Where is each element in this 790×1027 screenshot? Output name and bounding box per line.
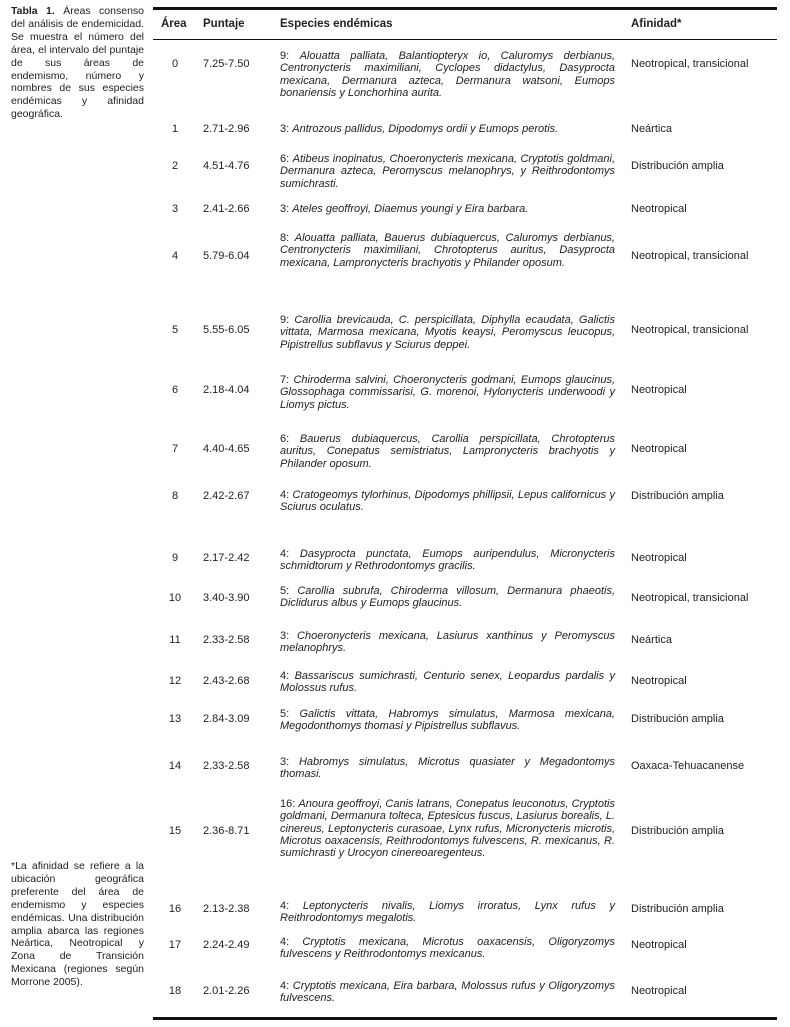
- endemic-species: 16: Anoura geoffroyi, Canis latrans, Conepatus leuconotus, Cryptotis goldmani, Dermanura tolteca, Eptesicus fuscus, Lasiurus borealis, L. cinereus, Leptonycteris curasoae, Lynx rufus, Micronycteris microtis, Microtus oaxacensis, Reithrodontomys fulvescens, R. mexicanus, R. sumichrasti y Urocyon cinereoaregenteus.: [280, 798, 615, 860]
- endemic-species: 4: Leptonycteris nivalis, Liomys irroratus, Lynx rufus y Reithrodontomys megalotis.: [280, 900, 615, 925]
- geographic-affinity: Distribución amplia: [631, 903, 724, 915]
- score-range: 2.13-2.38: [203, 903, 250, 915]
- area-number: 3: [171, 203, 179, 215]
- geographic-affinity: Distribución amplia: [631, 490, 724, 502]
- area-number: 14: [168, 760, 182, 772]
- score-range: 2.43-2.68: [203, 675, 250, 687]
- area-number: 11: [169, 634, 181, 646]
- area-number: 18: [168, 985, 182, 997]
- geographic-affinity: Neotropical: [631, 939, 687, 951]
- endemic-species: 6: Atibeus inopinatus, Choeronycteris mexicana, Cryptotis goldmani, Dermanura azteca, Peromyscus melanophrys, y Reithrodontomys sumichrasti.: [280, 153, 616, 190]
- endemic-species: 4: Dasyprocta punctata, Eumops auripendulus, Micronycteris schmidtorum y Rethrodontomys gracilis.: [280, 548, 615, 573]
- area-number: 15: [168, 825, 182, 837]
- geographic-affinity: Neotropical: [631, 675, 687, 687]
- geographic-affinity: Neotropical: [631, 552, 687, 564]
- score-range: 5.55-6.05: [203, 324, 250, 336]
- area-number: 12: [168, 675, 182, 687]
- score-range: 7.25-7.50: [203, 58, 250, 70]
- geographic-affinity: Distribución amplia: [631, 713, 724, 725]
- area-number: 1: [171, 123, 179, 135]
- area-number: 6: [171, 384, 179, 396]
- geographic-affinity: Neotropical: [631, 985, 687, 997]
- table-header: [153, 10, 777, 39]
- endemic-species: 9: Alouatta palliata, Balantiopteryx io, Caluromys derbianus, Centronycteris maximiliani, Cyclopes didactylus, Dasyprocta mexicana, Dermanura azteca, Dermanura watsoni, Eumops bonariensis y Lonchorhina aurita.: [280, 50, 615, 99]
- endemic-species: 3: Antrozous pallidus, Dipodomys ordii y Eumops perotis.: [280, 123, 559, 135]
- endemic-species: 5: Galictis vittata, Habromys simulatus, Marmosa mexicana, Megodonthomys thomasi y Pipistrellus subflavus.: [280, 708, 615, 733]
- area-number: 0: [171, 58, 179, 70]
- caption-text: Áreas consenso del análisis de endemicidad. Se muestra el número del área, el intervalo del puntaje de sus áreas de endemismo, número y nombres de sus especies endémicas y afinidad geográfica.: [11, 5, 144, 121]
- endemic-species: 5: Carollia subrufa, Chiroderma villosum, Dermanura phaeotis, Diclidurus albus y Eumops glaucinus.: [280, 585, 615, 610]
- score-range: 2.01-2.26: [203, 985, 250, 997]
- geographic-affinity: Neártica: [631, 634, 672, 646]
- score-range: 2.84-3.09: [203, 713, 250, 725]
- endemic-species: 3: Habromys simulatus, Microtus quasiater y Megadontomys thomasi.: [280, 756, 615, 781]
- endemic-species: 7: Chiroderma salvini, Choeronycteris godmani, Eumops glaucinus, Glossophaga commissarisi, G. morenoi, Hylonycteris underwoodi y Liomys pictus.: [280, 374, 616, 411]
- geographic-affinity: Neotropical, transicional: [631, 592, 749, 604]
- endemic-species: 4: Cryptotis mexicana, Eira barbara, Molossus rufus y Oligoryzomys fulvescens.: [280, 980, 615, 1005]
- endemic-species: 8: Alouatta palliata, Bauerus dubiaquercus, Caluromys derbianus, Centronycteris maximiliani, Chrotopterus auritus, Dasyprocta mexicana, Lampronycteris brachyotis y Philander oposum.: [280, 232, 615, 269]
- geographic-affinity: Neotropical, transicional: [631, 58, 749, 70]
- header-affinity: Afinidad*: [631, 18, 682, 30]
- area-number: 7: [171, 443, 179, 455]
- score-range: 2.42-2.67: [203, 490, 250, 502]
- area-number: 5: [171, 324, 179, 336]
- endemism-table: [153, 7, 777, 1005]
- geographic-affinity: Neotropical, transicional: [631, 324, 749, 336]
- header-area: Área: [161, 18, 187, 30]
- geographic-affinity: Distribución amplia: [631, 160, 724, 172]
- area-number: 8: [171, 490, 179, 502]
- table-bottom-rule: [153, 1017, 777, 1020]
- score-range: 2.41-2.66: [203, 203, 250, 215]
- score-range: 3.40-3.90: [203, 592, 250, 604]
- table-header-rule: [153, 39, 777, 40]
- score-range: 2.33-2.58: [203, 634, 250, 646]
- geographic-affinity: Neártica: [631, 123, 672, 135]
- area-number: 16: [168, 903, 182, 915]
- score-range: 2.36-8.71: [203, 825, 250, 837]
- score-range: 2.33-2.58: [203, 760, 250, 772]
- header-species: Especies endémicas: [280, 18, 393, 30]
- area-number: 10: [168, 592, 182, 604]
- area-number: 4: [171, 250, 179, 262]
- endemic-species: 4: Bassariscus sumichrasti, Centurio senex, Leopardus pardalis y Molossus rufus.: [280, 670, 616, 695]
- area-number: 9: [171, 552, 179, 564]
- geographic-affinity: Neotropical: [631, 384, 687, 396]
- score-range: 4.51-4.76: [203, 160, 250, 172]
- score-range: 2.18-4.04: [203, 384, 250, 396]
- table-footnote: *La afinidad se refiere a la ubicación geográfica preferente del área de endemismo y especies endémicas. Una distribución amplia abarca las regiones Neártica, Neotropical y Zona de Transición Mexicana (regiones según Morrone 2005).: [11, 860, 144, 989]
- endemic-species: 3: Ateles geoffroyi, Diaemus youngi y Eira barbara.: [280, 203, 529, 215]
- area-number: 2: [171, 160, 179, 172]
- table-caption: [11, 5, 144, 121]
- score-range: 5.79-6.04: [203, 250, 250, 262]
- endemic-species: 6: Bauerus dubiaquercus, Carollia perspicillata, Chrotopterus auritus, Conepatus semistriatus, Lampronycteris brachyotis y Philander oposum.: [280, 433, 615, 470]
- score-range: 2.71-2.96: [203, 123, 250, 135]
- geographic-affinity: Distribución amplia: [631, 825, 724, 837]
- score-range: 2.24-2.49: [203, 939, 250, 951]
- score-range: 4.40-4.65: [203, 443, 250, 455]
- caption-label: Tabla 1.: [11, 5, 55, 17]
- geographic-affinity: Oaxaca-Tehuacanense: [631, 760, 745, 772]
- endemic-species: 3: Choeronycteris mexicana, Lasiurus xanthinus y Peromyscus melanophrys.: [280, 630, 615, 655]
- endemic-species: 4: Cratogeomys tylorhinus, Dipodomys phillipsii, Lepus californicus y Sciurus oculatus.: [280, 489, 615, 514]
- score-range: 2.17-2.42: [203, 552, 250, 564]
- endemic-species: 9: Carollia brevicauda, C. perspicillata, Diphylla ecaudata, Galictis vittata, Marmosa mexicana, Myotis keaysi, Peromyscus leucopus, Pipistrellus subflavus y Sciurus deppei.: [280, 314, 615, 351]
- geographic-affinity: Neotropical: [631, 203, 687, 215]
- geographic-affinity: Neotropical, transicional: [631, 250, 749, 262]
- endemic-species: 4: Cryptotis mexicana, Microtus oaxacensis, Oligoryzomys fulvescens y Reithrodontomys mexicanus.: [280, 936, 616, 961]
- area-number: 13: [168, 713, 182, 725]
- area-number: 17: [168, 939, 182, 951]
- header-score: Puntaje: [203, 18, 245, 30]
- geographic-affinity: Neotropical: [631, 443, 687, 455]
